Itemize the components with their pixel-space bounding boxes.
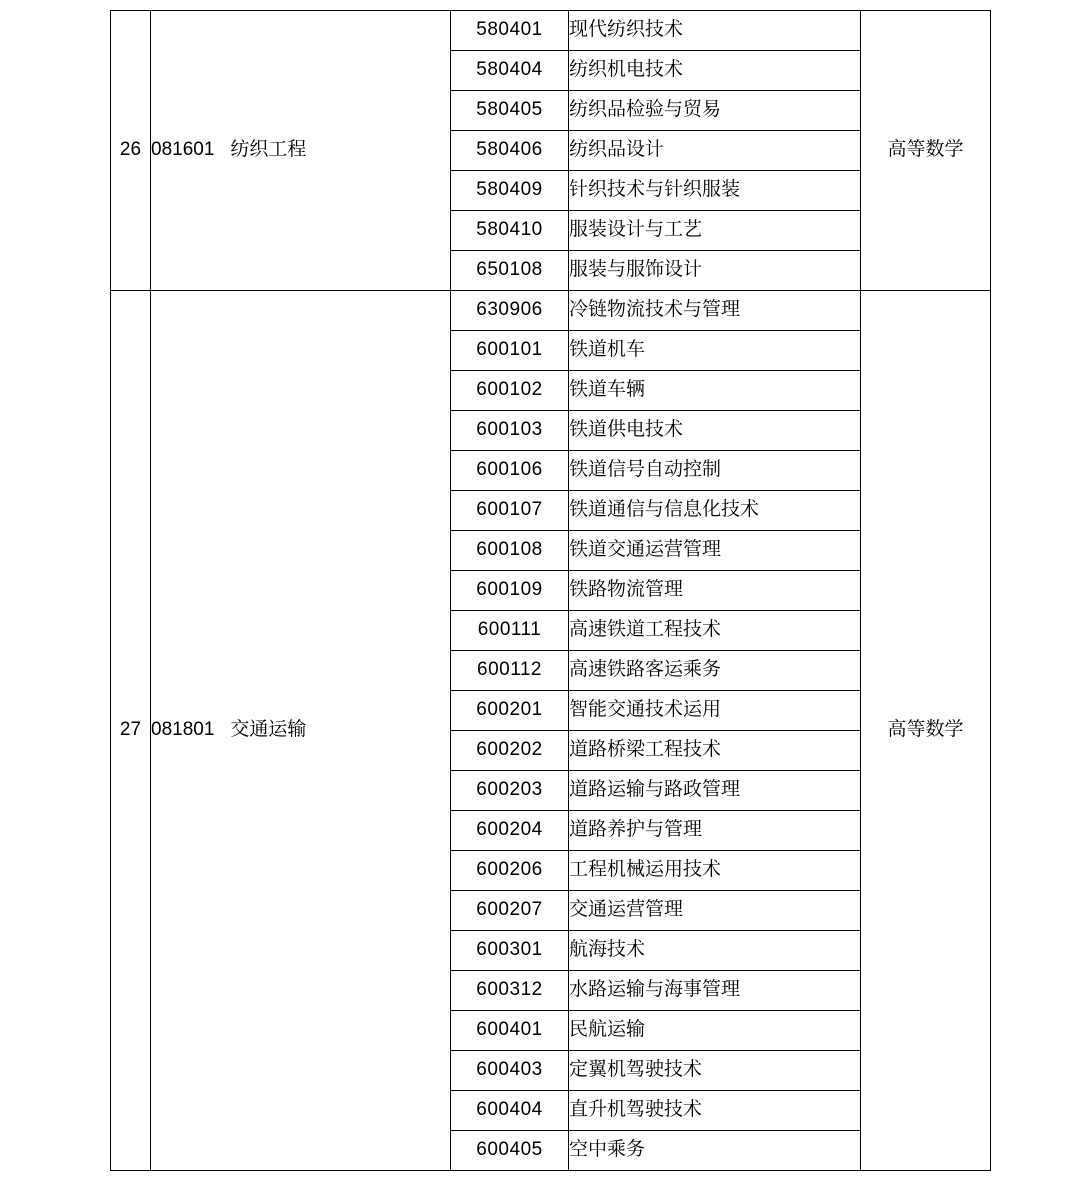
college-major-name-cell: 铁道供电技术 <box>569 411 861 451</box>
college-major-name-cell: 纺织品检验与贸易 <box>569 91 861 131</box>
exam-subject-cell: 高等数学 <box>861 291 991 1171</box>
college-major-name-cell: 铁道机车 <box>569 331 861 371</box>
college-major-name-cell: 道路桥梁工程技术 <box>569 731 861 771</box>
college-major-name-cell: 高速铁道工程技术 <box>569 611 861 651</box>
college-major-name-cell: 铁道通信与信息化技术 <box>569 491 861 531</box>
college-major-name-cell: 水路运输与海事管理 <box>569 971 861 1011</box>
college-major-code-cell: 600108 <box>451 531 569 571</box>
college-major-code-cell: 630906 <box>451 291 569 331</box>
college-major-name-cell: 智能交通技术运用 <box>569 691 861 731</box>
college-major-code-cell: 600204 <box>451 811 569 851</box>
college-major-name-cell: 交通运营管理 <box>569 891 861 931</box>
college-major-code-cell: 580409 <box>451 171 569 211</box>
exam-subject-cell: 高等数学 <box>861 11 991 291</box>
college-major-code-cell: 600404 <box>451 1091 569 1131</box>
undergraduate-major-code: 081601 <box>151 139 215 161</box>
college-major-code-cell: 600101 <box>451 331 569 371</box>
college-major-name-cell: 空中乘务 <box>569 1131 861 1171</box>
college-major-code-cell: 600301 <box>451 931 569 971</box>
college-major-code-cell: 600312 <box>451 971 569 1011</box>
college-major-name-cell: 冷链物流技术与管理 <box>569 291 861 331</box>
row-index-cell: 27 <box>111 291 151 1171</box>
college-major-code-cell: 580410 <box>451 211 569 251</box>
college-major-code-cell: 600405 <box>451 1131 569 1171</box>
college-major-code-cell: 600403 <box>451 1051 569 1091</box>
college-major-name-cell: 高速铁路客运乘务 <box>569 651 861 691</box>
table-row <box>111 291 991 331</box>
undergraduate-major-name: 纺织工程 <box>230 139 307 161</box>
college-major-code-cell: 580401 <box>451 11 569 51</box>
college-major-code-cell: 600109 <box>451 571 569 611</box>
row-index-cell: 26 <box>111 11 151 291</box>
college-major-name-cell: 服装设计与工艺 <box>569 211 861 251</box>
college-major-name-cell: 工程机械运用技术 <box>569 851 861 891</box>
college-major-name-cell: 定翼机驾驶技术 <box>569 1051 861 1091</box>
college-major-code-cell: 580404 <box>451 51 569 91</box>
college-major-name-cell: 铁道信号自动控制 <box>569 451 861 491</box>
college-major-name-cell: 道路运输与路政管理 <box>569 771 861 811</box>
college-major-name-cell: 民航运输 <box>569 1011 861 1051</box>
undergraduate-major-name: 交通运输 <box>230 719 307 741</box>
college-major-name-cell: 现代纺织技术 <box>569 11 861 51</box>
college-major-code-cell: 600106 <box>451 451 569 491</box>
college-major-name-cell: 针织技术与针织服装 <box>569 171 861 211</box>
college-major-code-cell: 600206 <box>451 851 569 891</box>
college-major-name-cell: 纺织机电技术 <box>569 51 861 91</box>
undergraduate-major-cell <box>151 291 451 1171</box>
college-major-code-cell: 600103 <box>451 411 569 451</box>
college-major-code-cell: 600203 <box>451 771 569 811</box>
college-major-code-cell: 600201 <box>451 691 569 731</box>
college-major-name-cell: 纺织品设计 <box>569 131 861 171</box>
college-major-name-cell: 服装与服饰设计 <box>569 251 861 291</box>
table-row <box>111 11 991 51</box>
college-major-name-cell: 直升机驾驶技术 <box>569 1091 861 1131</box>
college-major-code-cell: 600207 <box>451 891 569 931</box>
college-major-code-cell: 600107 <box>451 491 569 531</box>
document-page <box>0 10 1080 1181</box>
college-major-code-cell: 600401 <box>451 1011 569 1051</box>
college-major-name-cell: 铁路物流管理 <box>569 571 861 611</box>
college-major-code-cell: 580406 <box>451 131 569 171</box>
undergraduate-major-code: 081801 <box>151 719 215 741</box>
college-major-name-cell: 道路养护与管理 <box>569 811 861 851</box>
college-major-code-cell: 600102 <box>451 371 569 411</box>
major-comparison-table <box>110 10 991 1171</box>
college-major-code-cell: 650108 <box>451 251 569 291</box>
college-major-code-cell: 600112 <box>451 651 569 691</box>
college-major-code-cell: 600111 <box>451 611 569 651</box>
college-major-name-cell: 铁道交通运营管理 <box>569 531 861 571</box>
college-major-code-cell: 600202 <box>451 731 569 771</box>
undergraduate-major-cell <box>151 11 451 291</box>
college-major-code-cell: 580405 <box>451 91 569 131</box>
college-major-name-cell: 航海技术 <box>569 931 861 971</box>
college-major-name-cell: 铁道车辆 <box>569 371 861 411</box>
